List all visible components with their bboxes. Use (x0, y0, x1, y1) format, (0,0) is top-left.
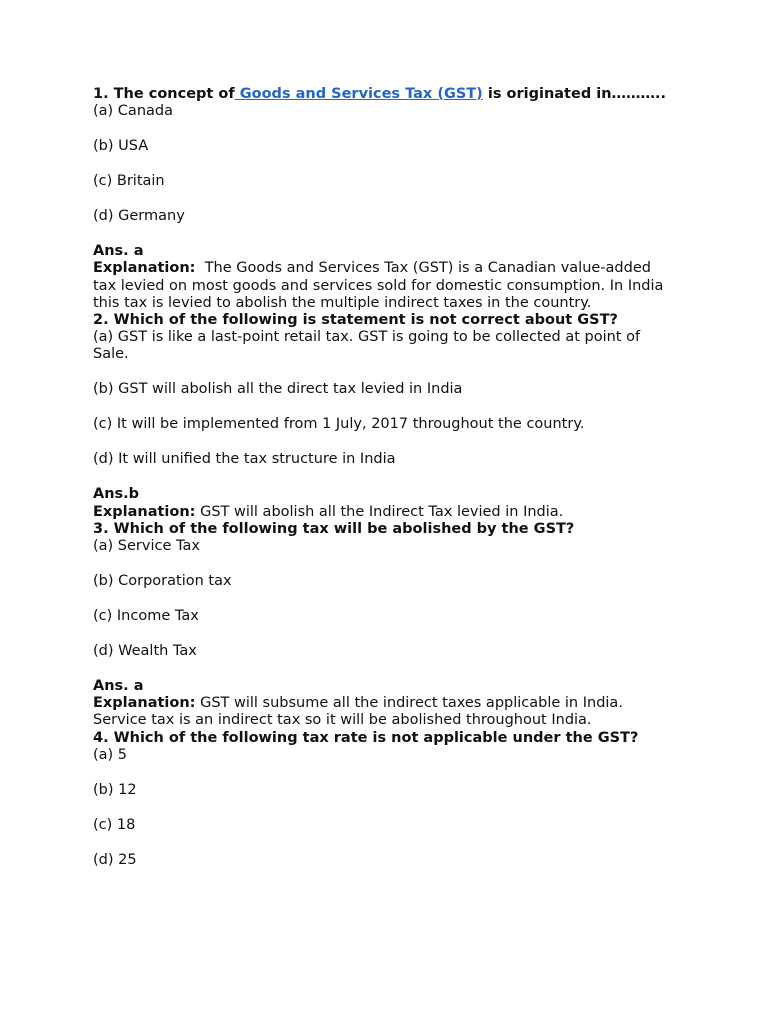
question-4-option-c: (c) 18 (93, 816, 136, 833)
question-1-answer: Ans. a (93, 243, 144, 260)
document-page (93, 86, 673, 869)
question-3-option-d: (d) Wealth Tax (93, 643, 197, 660)
question-1-option-a: (a) Canada (93, 103, 173, 120)
question-2-option-d: (d) It will unified the tax structure in India (93, 451, 396, 468)
question-3 (93, 521, 673, 730)
question-3-option-b: (b) Corporation tax (93, 573, 232, 590)
question-3-answer: Ans. a (93, 678, 144, 695)
question-1-option-d: (d) Germany (93, 208, 185, 225)
question-1-explanation (93, 260, 673, 312)
question-1-explanation-label: Explanation: (93, 260, 196, 277)
question-4 (93, 730, 673, 869)
gst-link[interactable]: Goods and Services Tax (GST) (234, 86, 483, 102)
question-1-title-prefix: 1. The concept of (93, 86, 235, 102)
question-4-option-a: (a) 5 (93, 746, 128, 763)
question-2 (93, 312, 673, 521)
question-3-explanation-text: GST will subsume all the indirect taxes applicable in India. Service tax is an indirect tax so it will be abolished throughout India. (93, 695, 628, 729)
question-3-explanation (93, 695, 673, 729)
question-1 (93, 86, 673, 312)
question-1-title-suffix: is originated in……….. (482, 86, 667, 102)
question-4-option-b: (b) 12 (93, 781, 137, 798)
question-4-option-d: (d) 25 (93, 851, 137, 868)
question-3-explanation-label: Explanation: (93, 695, 196, 712)
question-2-answer: Ans.b (93, 486, 140, 503)
question-4-title: 4. Which of the following tax rate is not applicable under the GST? (93, 729, 639, 746)
question-1-title (93, 86, 673, 103)
question-3-option-a: (a) Service Tax (93, 538, 200, 555)
question-3-option-c: (c) Income Tax (93, 608, 199, 625)
question-1-option-b: (b) USA (93, 138, 149, 155)
question-2-option-a: (a) GST is like a last-point retail tax. GST is going to be collected at point of Sale. (93, 329, 641, 363)
question-2-explanation (93, 504, 673, 521)
question-2-explanation-label: Explanation: (93, 503, 196, 520)
question-2-option-b: (b) GST will abolish all the direct tax levied in India (93, 381, 463, 398)
question-2-explanation-text: GST will abolish all the Indirect Tax levied in India. (195, 503, 564, 520)
question-1-explanation-text: The Goods and Services Tax (GST) is a Canadian value-added tax levied on most goods and services sold for domestic consumption. In India this tax is levied to abolish the multiple indirect taxes in the country. (93, 260, 669, 311)
question-2-title: 2. Which of the following is statement is not correct about GST? (93, 312, 618, 329)
question-2-option-c: (c) It will be implemented from 1 July, 2017 throughout the country. (93, 416, 585, 433)
question-3-title: 3. Which of the following tax will be abolished by the GST? (93, 520, 575, 537)
question-1-option-c: (c) Britain (93, 173, 165, 190)
